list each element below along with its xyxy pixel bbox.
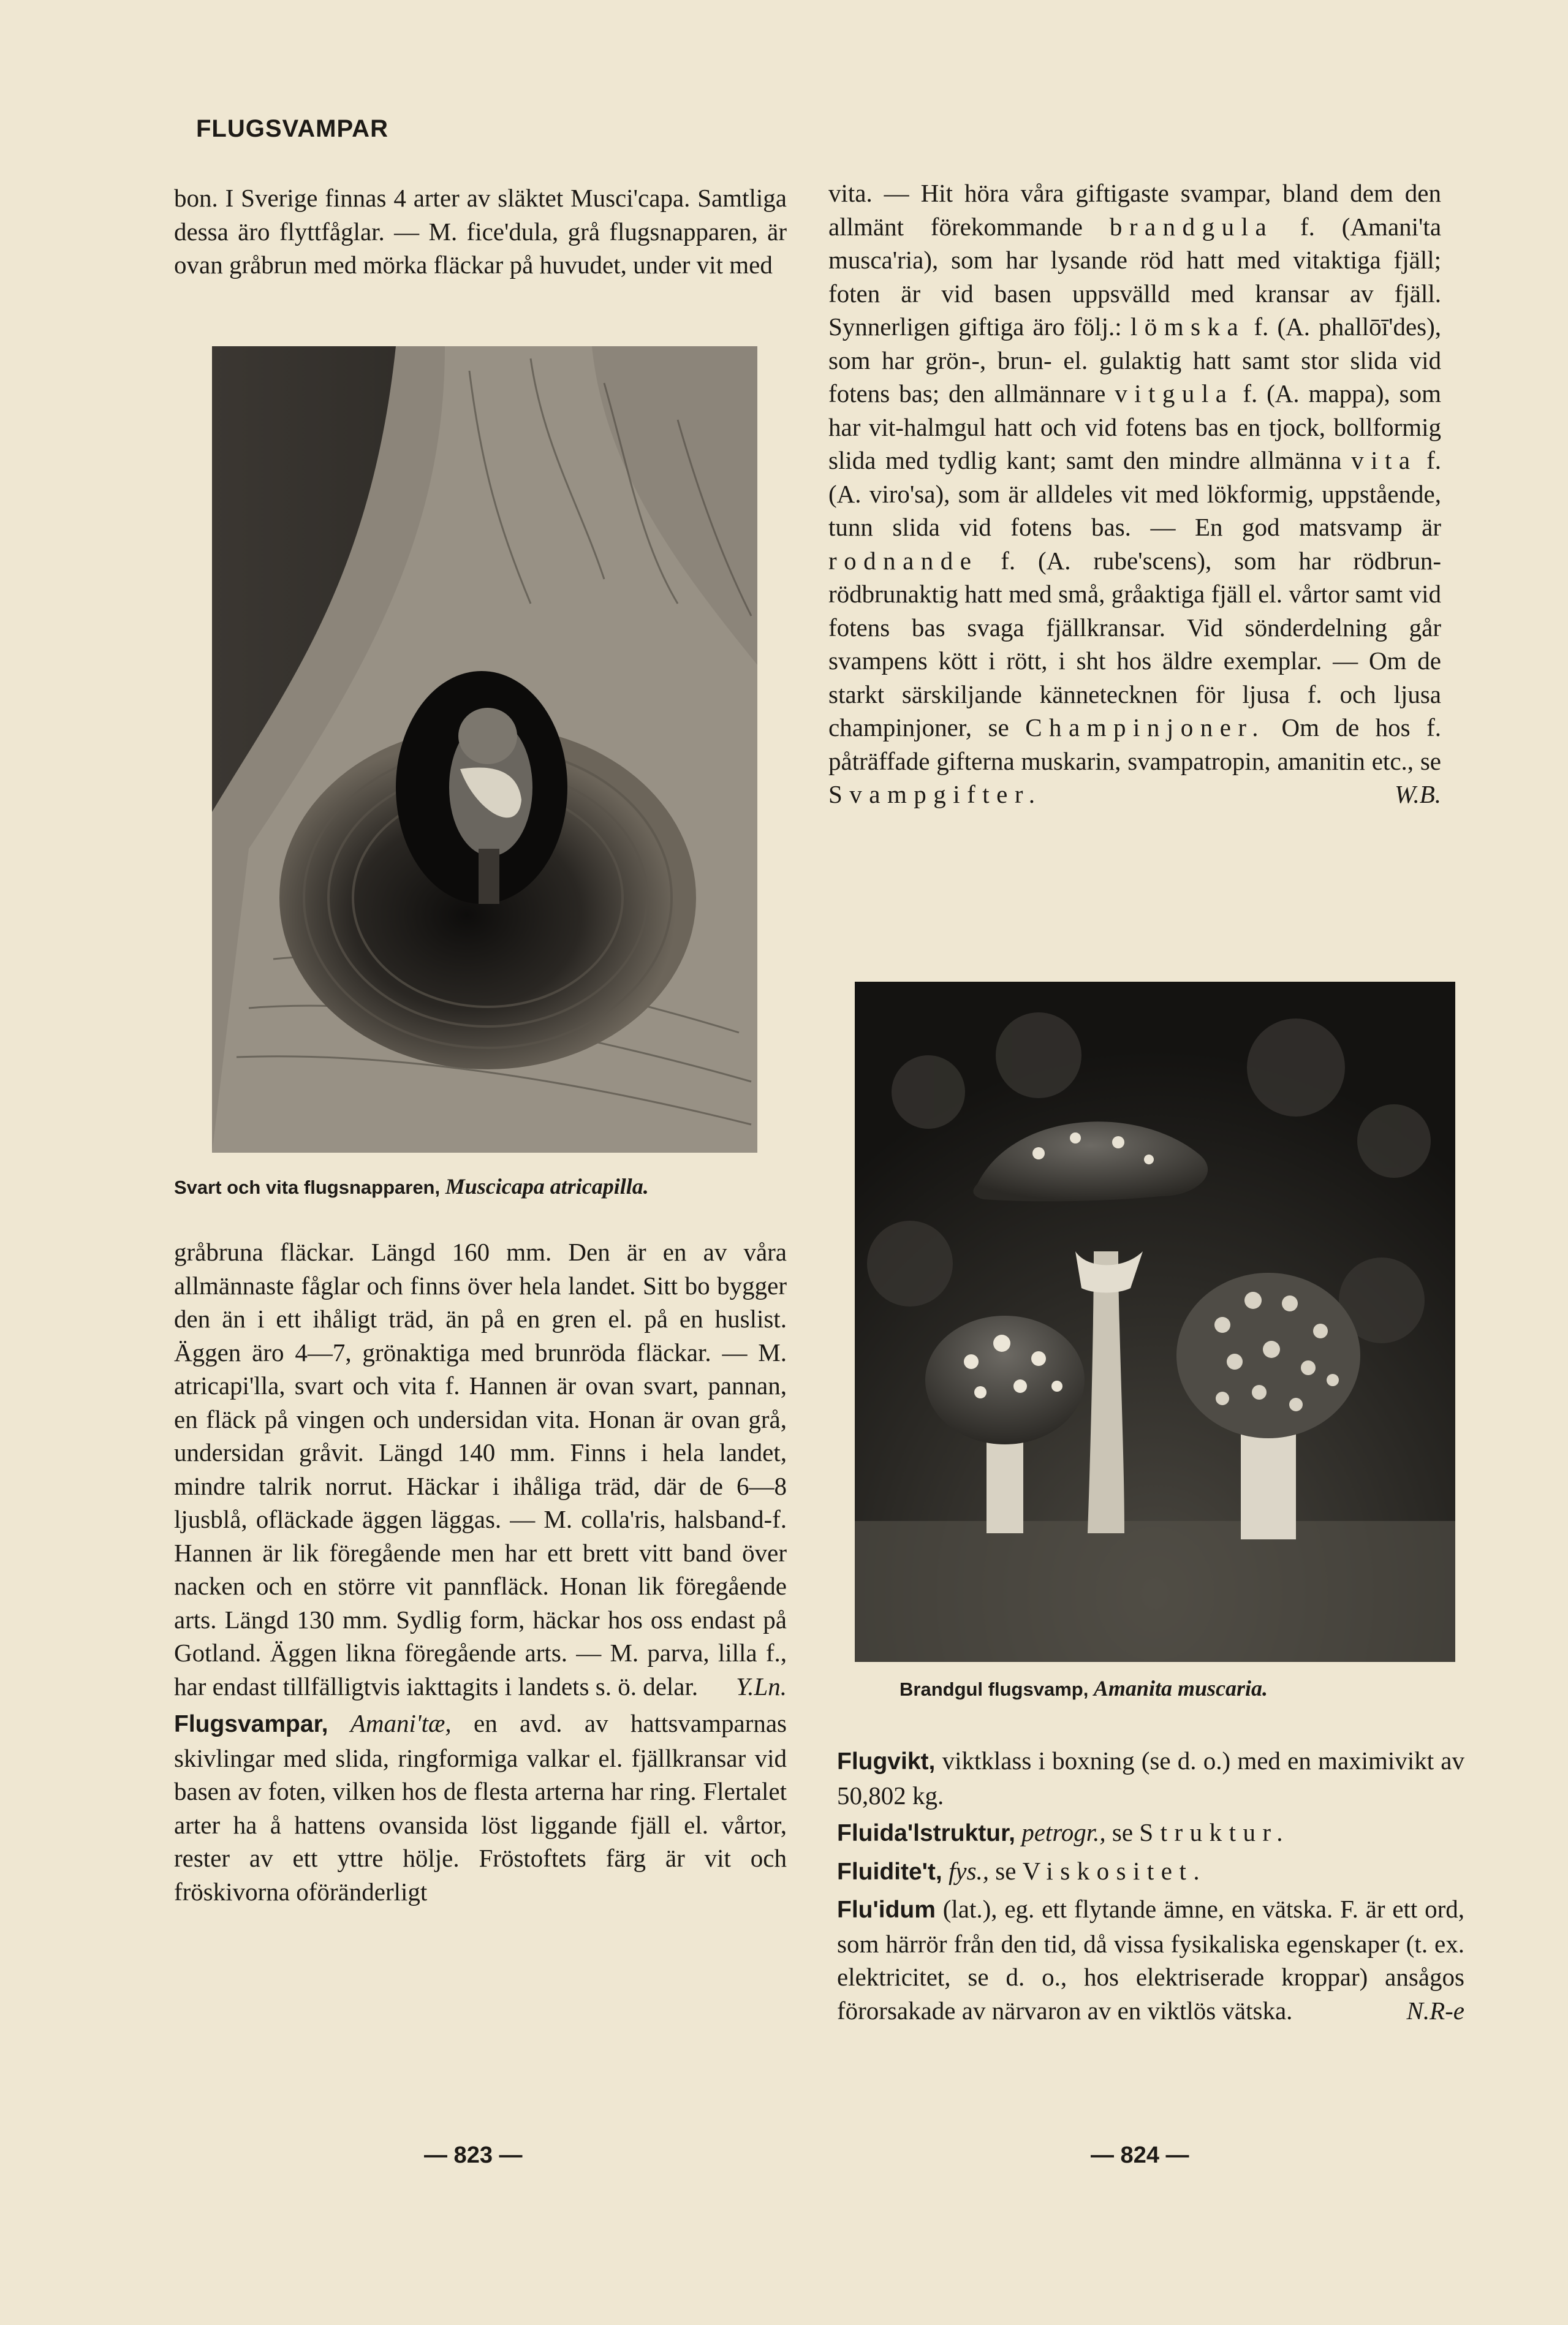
fly-agaric-photo xyxy=(855,982,1455,1662)
flycatcher-photo xyxy=(212,346,757,1153)
author-signature: Y.Ln. xyxy=(736,1672,787,1701)
mushroom-illustration xyxy=(855,982,1455,1662)
paragraph: gråbruna fläckar. Längd 160 mm. Den är en av våra allmännaste fåglar och finns över hela landet. Sitt bo bygger den än i ett ihåligt träd, än på en gren el. på en huslist. Äggen äro 4—7, grönaktiga med brunröda fläckar. — M. atricapi'lla, svart och vita f. Hannen är ovan svart, pannan, en fläck på vingen och undersidan vita. Honan är ovan grå, undersidan gråvit. Längd 140 mm. Finns i hela landet, mindre talrik norrut. Häckar i ihåliga träd, där de 6—8 ljusblå, ofläckade äggen läggas. — M. colla'ris, halsband-f. Hannen är lik föregående men har ett brett vitt band över nacken och en större vit pannfläck. Honan lik föregående arts. Längd 130 mm. Sydlig form, häckar hos oss endast på Gotland. Äggen likna föregående arts. — M. parva, lilla f., har endast tillfälligtvis iakttagits i landets s. ö. delar. Y.Ln. xyxy=(174,1235,787,1703)
entry-fluidum: Flu'idum (lat.), eg. ett flytande ämne, en vätska. F. är ett ord, som härrör från den tid, då vissa fysikaliska egenskaper (t. ex. elektricitet, se d. o., hos elektriserade kroppar) ansågos förorsakade av närvaron av en viktlös vätska. N.R-e xyxy=(837,1892,1464,2027)
page-number-right: — 824 — xyxy=(1091,2142,1189,2168)
entry-fluiditet: Fluidite't, fys., se Viskositet. xyxy=(837,1856,1207,1885)
author-signature: W.B. xyxy=(1395,780,1441,808)
right-column-bottom xyxy=(837,1744,1464,2027)
author-signature: N.R-e xyxy=(1406,1996,1464,2025)
entry-fluidalstruktur: Fluida'lstruktur, petrogr., se Struktur. xyxy=(837,1818,1290,1846)
left-column-bottom xyxy=(174,1235,787,1908)
paragraph: vita. — Hit höra våra giftigaste svampar, bland dem den allmänt förekommande brandgula f. (Amani'ta musca'ria), som har lysande röd hatt med vitaktiga fjäll; foten är vid basen uppsvälld med kransar av fjäll. Synnerligen giftiga äro följ.: lömska f. (A. phallōī'des), som har grön-, brun- el. gulaktig hatt samt stor slida vid fotens bas; den allmännare vitgula f. (A. mappa), som har vit-halmgul hatt och vid fotens bas en tjock, bollformig slida med tydlig kant; samt den mindre allmänna vita f. (A. viro'sa), som är alldeles vit med lökformig, uppstående, tunn slida vid fotens bas. — En god matsvamp är rodnande f. (A. rube'scens), som har rödbrun-rödbrunaktig hatt med små, gråaktiga fjäll el. vårtor samt vid fotens bas svaga fjällkransar. Vid sönderdelning går svampens kött i rött, i sht hos äldre exemplar. — Om de starkt särskiljande kännetecknen för ljusa f. och ljusa champinjoner, se Champinjoner. Om de hos f. påträffade gifterna muskarin, svampatropin, amanitin etc., se Svampgifter. W.B. xyxy=(828,176,1441,811)
mushroom-caption: Brandgul flugsvamp, Amanita muscaria. xyxy=(900,1676,1268,1701)
right-column-top xyxy=(828,176,1441,811)
page-number-left: — 823 — xyxy=(424,2142,523,2168)
entry-flugvikt: Flugvikt, viktklass i boxning (se d. o.) med en maximivikt av 50,802 kg. xyxy=(837,1747,1465,1810)
paragraph: bon. I Sverige finnas 4 arter av släktet Musci'capa. Samtliga dessa äro flyttfåglar. — M. fice'dula, grå flugsnapparen, är ovan gråbrun med mörka fläckar på huvudet, under vit med xyxy=(174,184,787,279)
running-head: FLUGSVAMPAR xyxy=(196,115,388,142)
entry-flugsvampar: Flugsvampar, Amani'tæ, en avd. av hattsvamparnas skivlingar med slida, ringformiga valkar el. fjällkransar vid basen av foten, vilken hos de flesta arterna har ring. Flertalet arter ha å hattens ovansida löst liggande fjäll el. vårtor, rester av ett yttre hölje. Fröstoftets färg är vit och fröskivorna oföränderligt xyxy=(174,1709,787,1906)
bird-caption: Svart och vita flugsnapparen, Muscicapa atricapilla. xyxy=(174,1174,649,1199)
entry-headword: Flugsvampar, xyxy=(174,1711,328,1737)
left-column-top xyxy=(174,181,787,282)
tree-trunk-illustration xyxy=(212,346,757,1153)
